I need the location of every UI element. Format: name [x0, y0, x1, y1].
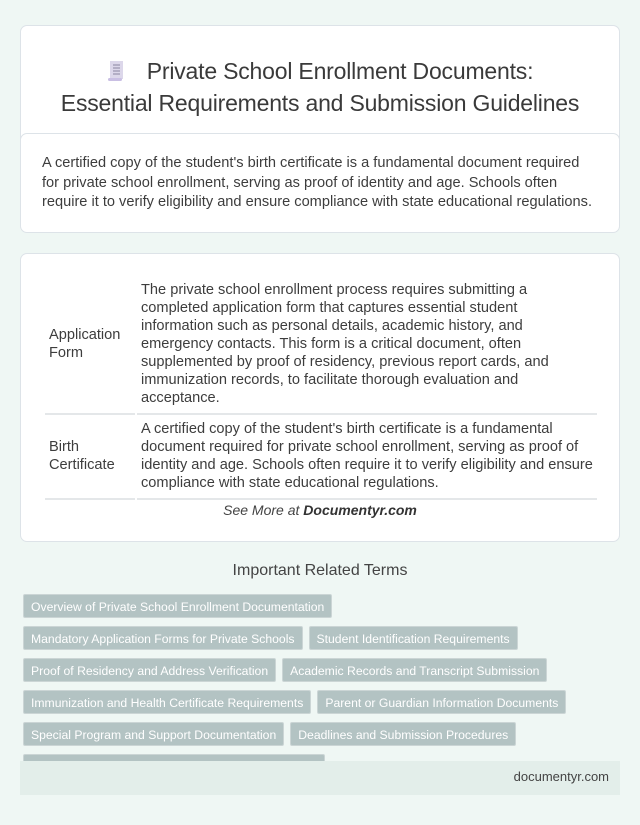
- footer: [20, 761, 620, 795]
- related-term-tag[interactable]: Academic Records and Transcript Submission: [282, 658, 547, 682]
- title-line-2: Essential Requirements and Submission Guidelines: [60, 90, 580, 116]
- title-line-1: Private School Enrollment Documents:: [146, 58, 534, 84]
- summary-card: [20, 133, 620, 233]
- footer-text[interactable]: documentyr.com: [513, 769, 609, 784]
- related-term-tag[interactable]: Proof of Residency and Address Verification: [23, 658, 276, 682]
- page-title: [61, 55, 579, 119]
- related-terms-list: [23, 594, 623, 786]
- row-description: The private school enrollment process requires submitting a completed application form that captures essential student information such as personal details, academic history, and emergency contacts. This form is a critical document, often supplemented by proof of residency, previous report cards, and immunization records, to facilitate thorough evaluation and acceptance.: [137, 276, 597, 415]
- table-row: [45, 276, 597, 415]
- related-term-tag[interactable]: Special Program and Support Documentation: [23, 722, 284, 746]
- row-label: Application Form: [45, 276, 135, 415]
- related-term-tag[interactable]: Parent or Guardian Information Documents: [317, 690, 566, 714]
- document-icon: [107, 60, 125, 82]
- see-more: [21, 502, 619, 518]
- row-description: A certified copy of the student's birth certificate is a fundamental document required for private school enrollment, serving as proof of identity and age. Schools often require it to verify eligibility and ensure compliance with state educational regulations.: [137, 415, 597, 500]
- related-terms-title: Important Related Terms: [232, 562, 408, 579]
- header-card: [20, 25, 620, 149]
- table-row: [45, 415, 597, 500]
- related-term-tag[interactable]: Deadlines and Submission Procedures: [290, 722, 516, 746]
- summary-text: A certified copy of the student's birth certificate is a fundamental document required for private school enrollment, serving as proof of identity and age. Schools often require it to verify eligibility and ensure compliance with state educational regulations.: [42, 155, 592, 210]
- see-more-prefix: See More at: [223, 502, 304, 518]
- row-label: Birth Certificate: [45, 415, 135, 500]
- related-term-tag[interactable]: Mandatory Application Forms for Private Schools: [23, 626, 303, 650]
- related-term-tag[interactable]: Student Identification Requirements: [309, 626, 518, 650]
- details-card: [20, 253, 620, 542]
- related-term-tag[interactable]: Overview of Private School Enrollment Documentation: [23, 594, 332, 618]
- see-more-link[interactable]: Documentyr.com: [303, 502, 417, 518]
- related-term-tag[interactable]: Immunization and Health Certificate Requirements: [23, 690, 311, 714]
- details-table: [43, 276, 599, 500]
